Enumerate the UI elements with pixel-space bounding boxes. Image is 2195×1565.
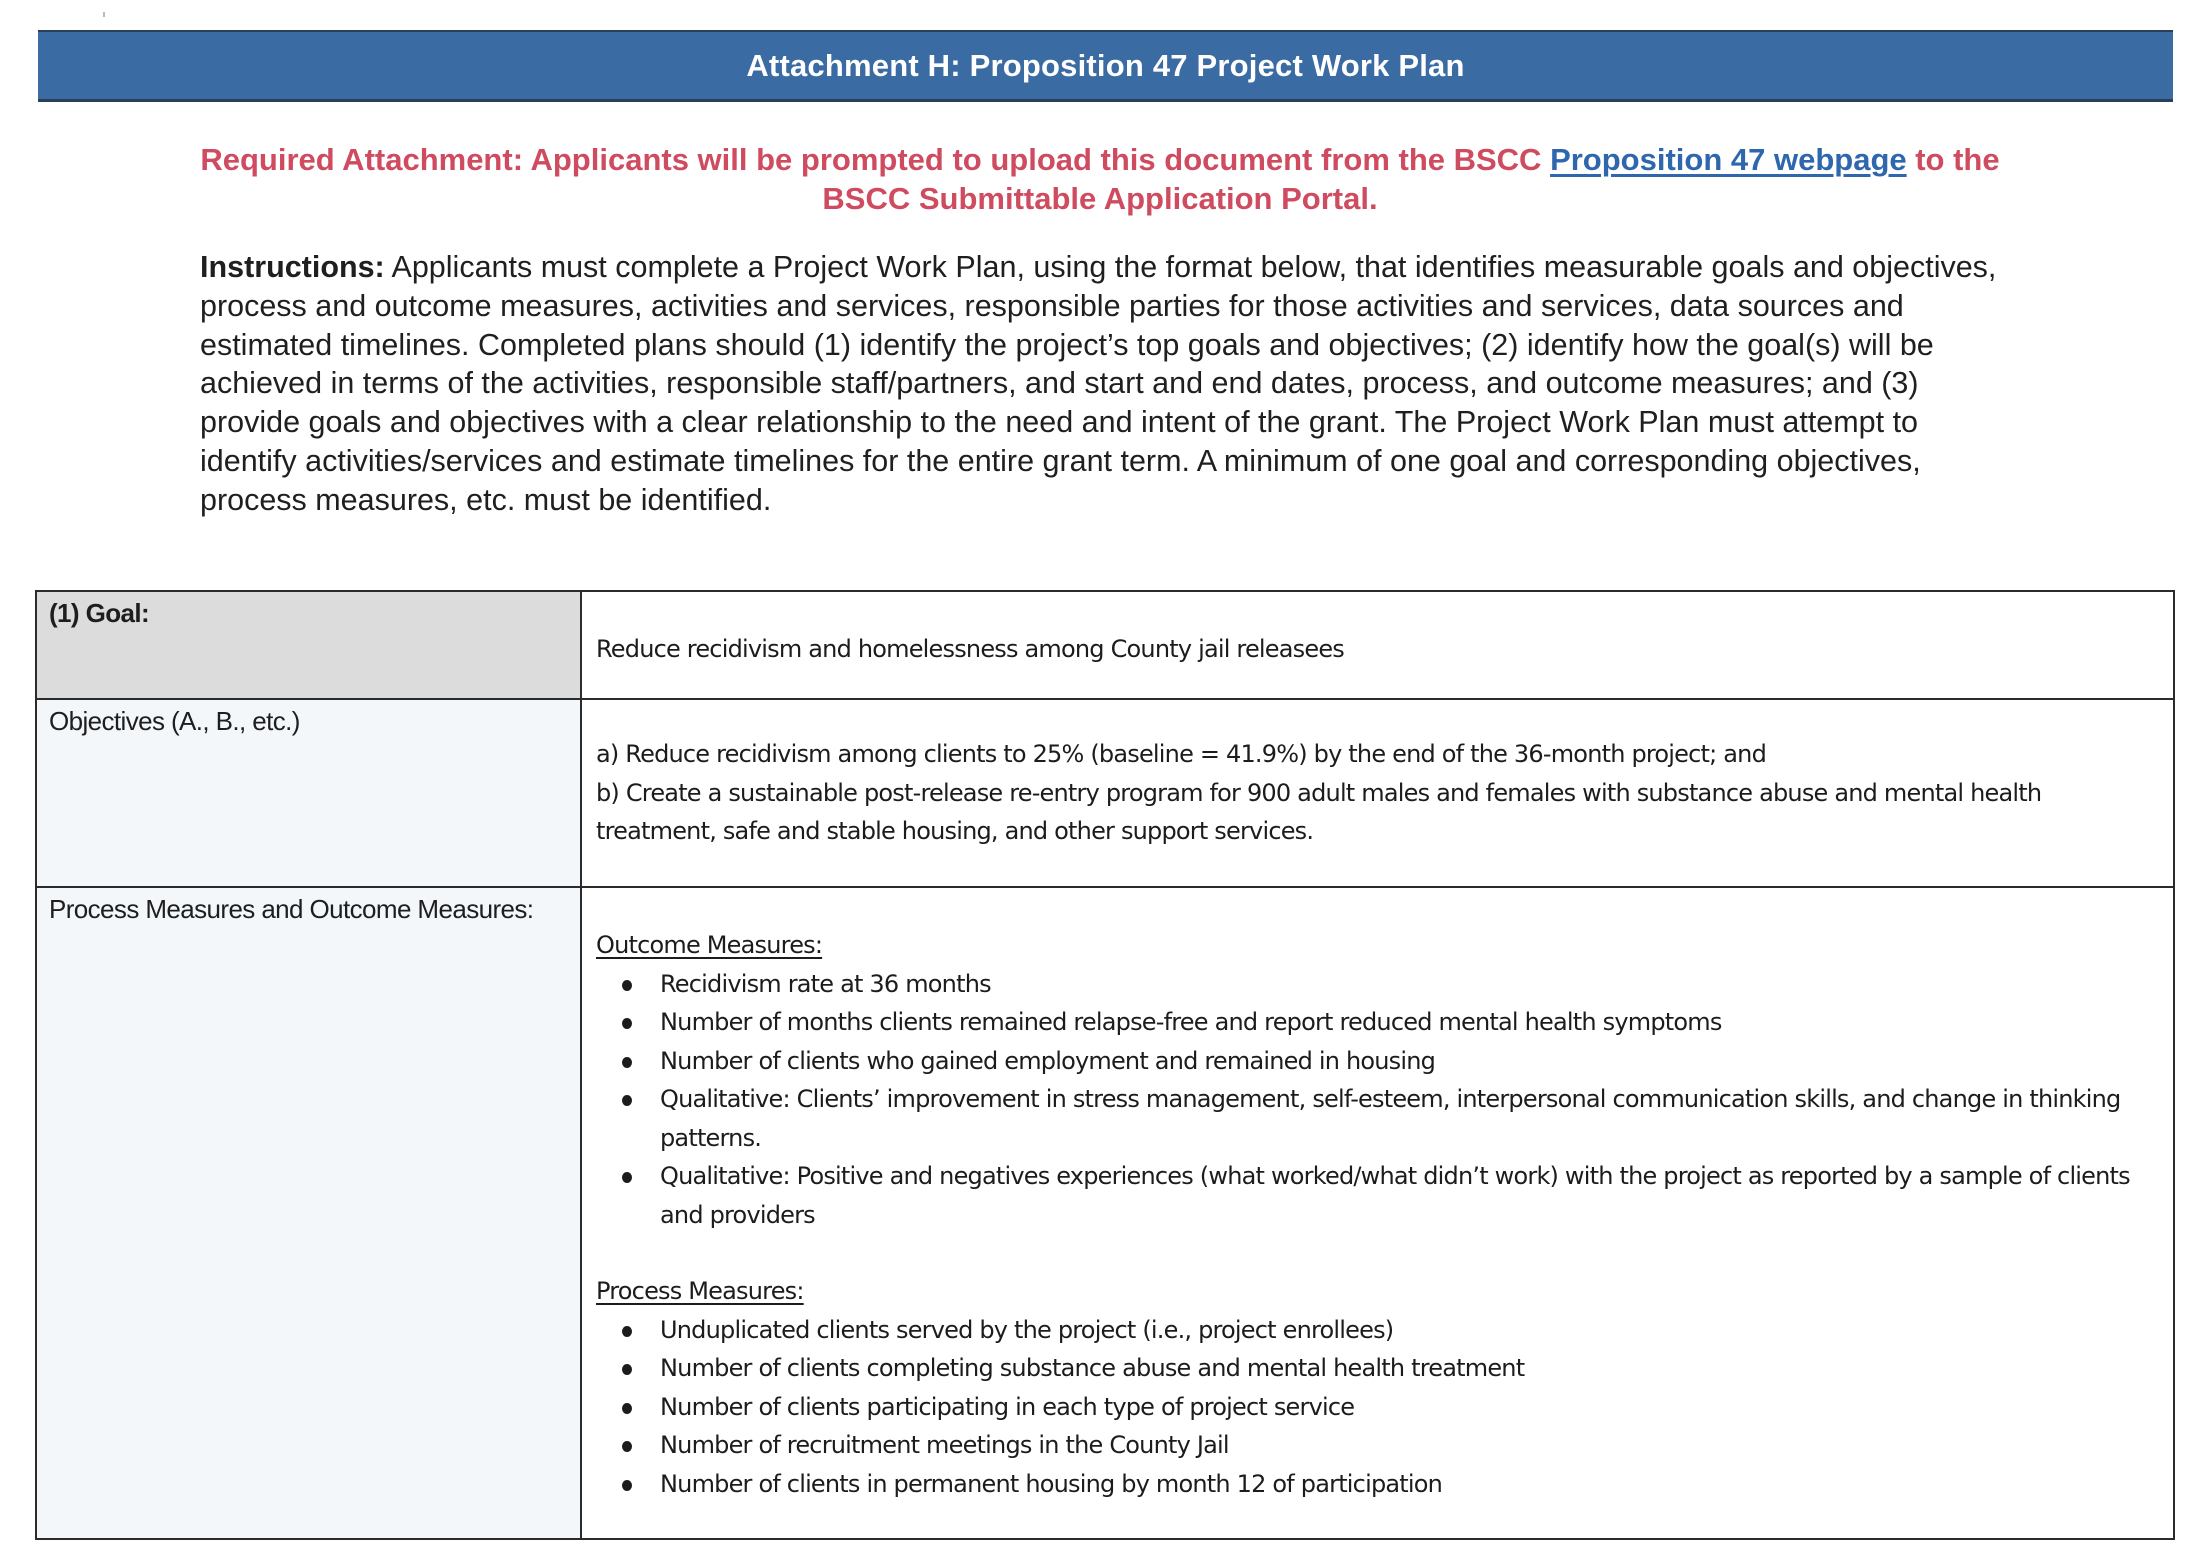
list-item bbox=[596, 1426, 2155, 1465]
bullet-icon bbox=[622, 1326, 632, 1337]
list-item bbox=[596, 1157, 2155, 1234]
bullet-icon bbox=[622, 1095, 632, 1106]
list-item bbox=[596, 1465, 2155, 1504]
list-item bbox=[596, 1003, 2155, 1042]
measures-value bbox=[581, 887, 2174, 1539]
bullet-icon bbox=[622, 980, 632, 991]
objectives-label: Objectives (A., B., etc.) bbox=[36, 699, 581, 887]
objective-item: a) Reduce recidivism among clients to 25% (baseline = 41.9%) by the end of the 36-month project; and bbox=[596, 740, 1767, 768]
process-measures-heading: Process Measures: bbox=[596, 1277, 804, 1305]
bullet-icon bbox=[622, 1403, 632, 1414]
title-banner bbox=[38, 30, 2173, 102]
list-item-text: Recidivism rate at 36 months bbox=[660, 969, 991, 998]
measures-row bbox=[36, 887, 2174, 1539]
measures-label: Process Measures and Outcome Measures: bbox=[36, 887, 581, 1539]
notice-text-after-link: to the BSCC Submittable Application Portal. bbox=[822, 142, 2000, 216]
notice-text-before-link: Required Attachment: Applicants will be prompted to upload this document from the BSCC bbox=[200, 142, 1551, 177]
list-item-text: Number of recruitment meetings in the County Jail bbox=[660, 1431, 1229, 1459]
bullet-icon bbox=[622, 1172, 632, 1183]
instructions-lead: Instructions: bbox=[200, 250, 385, 284]
process-measures-list bbox=[596, 1311, 2155, 1504]
objective-item: b) Create a sustainable post-release re-entry program for 900 adult males and females with substance abuse and mental health treatment, safe and stable housing, and other support services. bbox=[596, 778, 2042, 845]
list-item-text: Number of clients who gained employment and remained in housing bbox=[660, 1046, 1436, 1075]
list-item bbox=[596, 1311, 2155, 1350]
list-item-text: Qualitative: Positive and negatives experiences (what worked/what didn’t work) with the project as reported by a sample of clients and providers bbox=[660, 1162, 2130, 1229]
section-spacer bbox=[596, 1234, 2155, 1272]
instructions-body: Applicants must complete a Project Work Plan, using the format below, that identifies measurable goals and objectives, process and outcome measures, activities and services, responsible parties for those activities and services, data sources and estimated timelines. Completed plans should (1) identify the project’s top goals and objectives; (2) identify how the goal(s) will be achieved in terms of the activities, responsible staff/partners, and start and end dates, process, and outcome measures; and (3) provide goals and objectives with a clear relationship to the need and intent of the grant. The Project Work Plan must attempt to identify activities/services and estimate timelines for the entire grant term. A minimum of one goal and corresponding objectives, process measures, etc. must be identified. bbox=[200, 250, 1997, 517]
bullet-icon bbox=[622, 1364, 632, 1375]
list-item bbox=[596, 1042, 2155, 1081]
outcome-measures-list bbox=[596, 965, 2155, 1235]
objectives-value bbox=[581, 699, 2174, 887]
list-item-text: Qualitative: Clients’ improvement in stress management, self-esteem, interpersonal communication skills, and change in thinking patterns. bbox=[660, 1085, 2121, 1152]
goal-row bbox=[36, 591, 2174, 699]
proposition-47-webpage-link[interactable]: Proposition 47 webpage bbox=[1550, 142, 1907, 177]
objectives-row bbox=[36, 699, 2174, 887]
bullet-icon bbox=[622, 1480, 632, 1491]
bullet-icon bbox=[622, 1018, 632, 1029]
required-attachment-notice bbox=[200, 140, 2000, 218]
outcome-measures-heading: Outcome Measures: bbox=[596, 931, 823, 959]
list-item-text: Number of clients completing substance abuse and mental health treatment bbox=[660, 1354, 1525, 1382]
list-item bbox=[596, 1349, 2155, 1388]
goal-label: (1) Goal: bbox=[36, 591, 581, 699]
list-item bbox=[596, 1080, 2155, 1157]
list-item-text: Unduplicated clients served by the project (i.e., project enrollees) bbox=[660, 1315, 1394, 1344]
list-item bbox=[596, 1388, 2155, 1427]
scan-artifact bbox=[103, 12, 105, 17]
list-item-text: Number of clients in permanent housing by month 12 of participation bbox=[660, 1469, 1443, 1498]
bullet-icon bbox=[622, 1441, 632, 1452]
list-item-text: Number of months clients remained relapse-free and report reduced mental health symptoms bbox=[660, 1008, 1722, 1036]
instructions-paragraph bbox=[200, 248, 2015, 520]
work-plan-table bbox=[35, 590, 2175, 1540]
goal-value: Reduce recidivism and homelessness among County jail releasees bbox=[581, 591, 2174, 699]
bullet-icon bbox=[622, 1057, 632, 1068]
list-item-text: Number of clients participating in each type of project service bbox=[660, 1392, 1355, 1421]
page-title: Attachment H: Proposition 47 Project Work Plan bbox=[746, 47, 1465, 83]
list-item bbox=[596, 965, 2155, 1004]
